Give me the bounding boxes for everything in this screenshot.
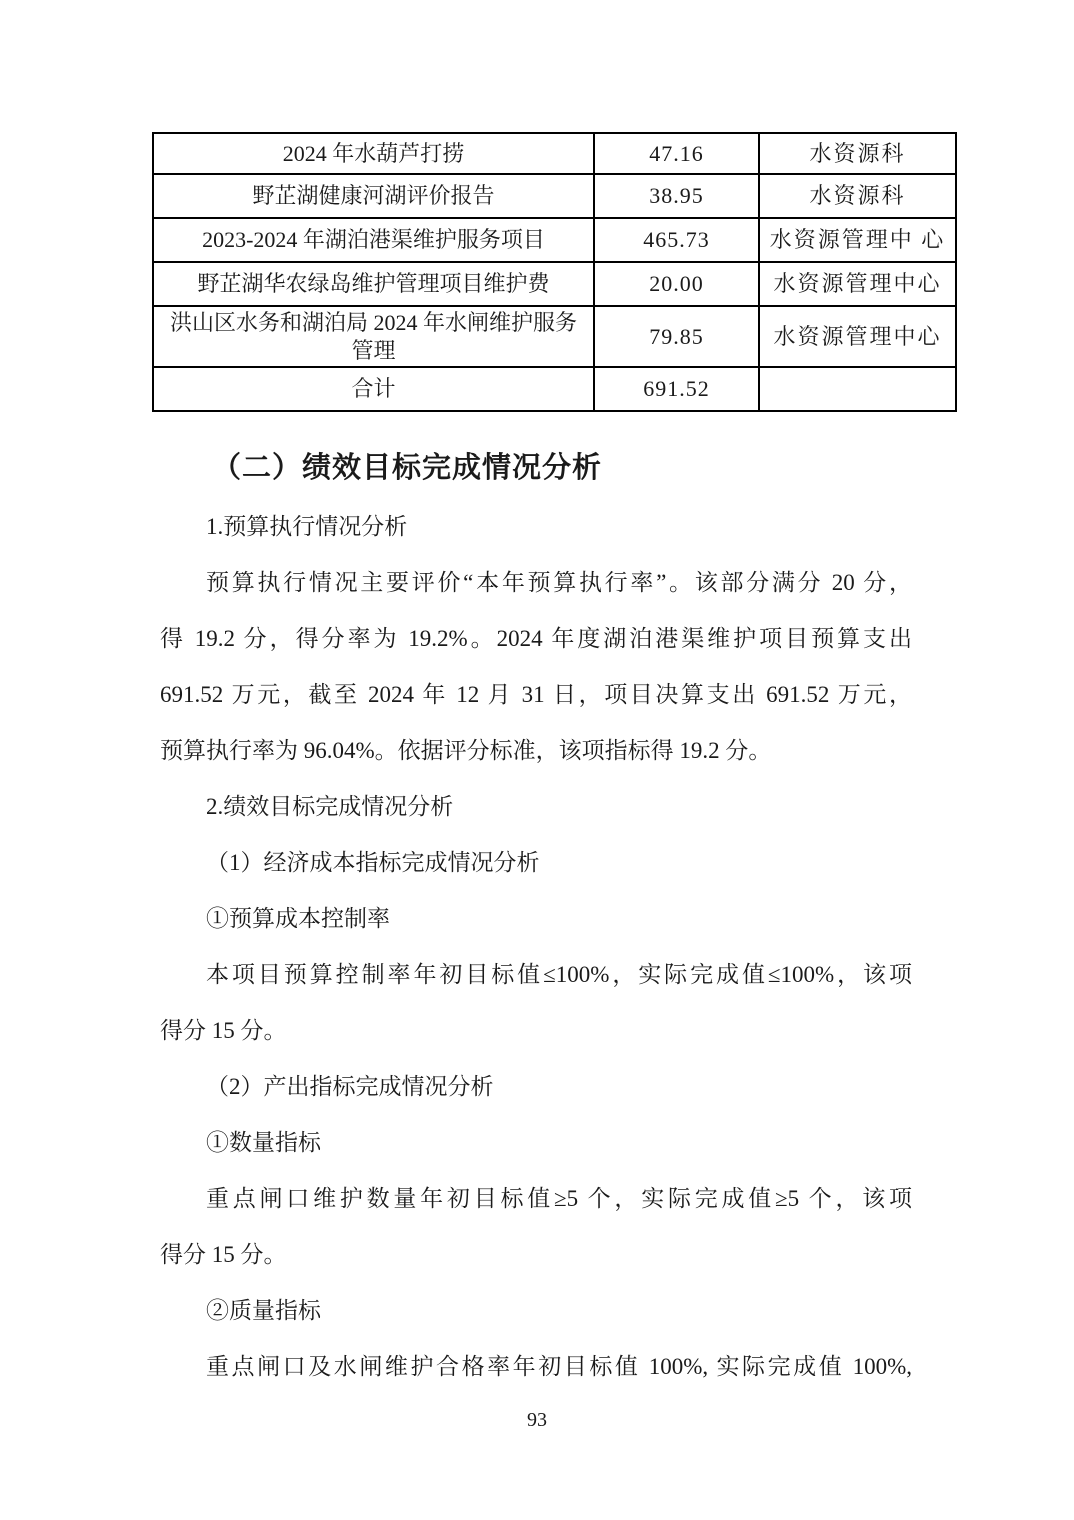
text-line: （2）产出指标完成情况分析 <box>206 1074 494 1099</box>
text-line: 得分 15 分。 <box>160 1018 287 1043</box>
table-row <box>153 306 956 367</box>
table-cell-name: 2023-2024 年湖泊港渠维护服务项目 <box>153 218 594 262</box>
table-cell-department: 水资源科 <box>759 133 956 174</box>
table-cell-department: 水资源管理中 心 <box>759 218 956 262</box>
indicator-1-title <box>160 891 912 947</box>
table-cell-name: 合计 <box>153 367 594 411</box>
subsection-2-title <box>160 779 912 835</box>
quality-paragraph <box>160 1339 912 1395</box>
project-budget-table <box>152 132 957 412</box>
table-row <box>153 262 956 306</box>
text-line: 1.预算执行情况分析 <box>206 514 408 539</box>
table-cell-amount: 38.95 <box>594 174 759 218</box>
text-line: ②质量指标 <box>206 1298 321 1323</box>
table-cell-amount: 79.85 <box>594 306 759 367</box>
quality-indicator-title <box>160 1283 912 1339</box>
table-cell-department: 水资源管理中心 <box>759 262 956 306</box>
text-line: ①预算成本控制率 <box>206 906 390 931</box>
text-line: 691.52 万元，截至 2024 年 12 月 31 日，项目决算支出 691.52 万元， <box>160 682 912 707</box>
item-2-title <box>160 1059 912 1115</box>
table-cell-amount: 465.73 <box>594 218 759 262</box>
item-1-title <box>160 835 912 891</box>
text-line: ①数量指标 <box>206 1130 321 1155</box>
text-line: 得分 15 分。 <box>160 1242 287 1267</box>
section-heading: （二）绩效目标完成情况分析 <box>212 452 603 484</box>
table-cell-department: 水资源科 <box>759 174 956 218</box>
quantity-paragraph <box>160 1171 912 1283</box>
table-cell-department <box>759 367 956 411</box>
table-row <box>153 218 956 262</box>
table-cell-amount: 20.00 <box>594 262 759 306</box>
budget-table-body <box>153 133 956 411</box>
text-line: 本项目预算控制率年初目标值≤100%，实际完成值≤100%，该项 <box>206 962 912 987</box>
table-row <box>153 133 956 174</box>
page-number: 93 <box>527 1409 547 1431</box>
table-cell-name: 野芷湖华农绿岛维护管理项目维护费 <box>153 262 594 306</box>
table-row <box>153 174 956 218</box>
table-cell-department: 水资源管理中心 <box>759 306 956 367</box>
subsection-1-title <box>160 499 912 555</box>
text-line: 预算执行率为 96.04%。依据评分标准，该项指标得 19.2 分。 <box>160 738 772 763</box>
budget-cost-paragraph <box>160 947 912 1059</box>
table-cell-amount: 47.16 <box>594 133 759 174</box>
quantity-indicator-title <box>160 1115 912 1171</box>
text-line: （1）经济成本指标完成情况分析 <box>206 850 540 875</box>
table-cell-name: 野芷湖健康河湖评价报告 <box>153 174 594 218</box>
budget-execution-paragraph <box>160 555 912 779</box>
table-cell-amount: 691.52 <box>594 367 759 411</box>
table-row <box>153 367 956 411</box>
text-line: 重点闸口及水闸维护合格率年初目标值 100%, 实际完成值 100%, <box>206 1354 912 1379</box>
document-body <box>160 437 912 1395</box>
text-line: 2.绩效目标完成情况分析 <box>206 794 454 819</box>
text-line: 预算执行情况主要评价“本年预算执行率”。该部分满分 20 分， <box>206 570 912 595</box>
table-cell-name: 2024 年水葫芦打捞 <box>153 133 594 174</box>
text-line: 重点闸口维护数量年初目标值≥5 个，实际完成值≥5 个，该项 <box>206 1186 912 1211</box>
text-line: 得 19.2 分，得分率为 19.2%。2024 年度湖泊港渠维护项目预算支出 <box>160 626 912 651</box>
table-cell-name: 洪山区水务和湖泊局 2024 年水闸维护服务管理 <box>153 306 594 367</box>
